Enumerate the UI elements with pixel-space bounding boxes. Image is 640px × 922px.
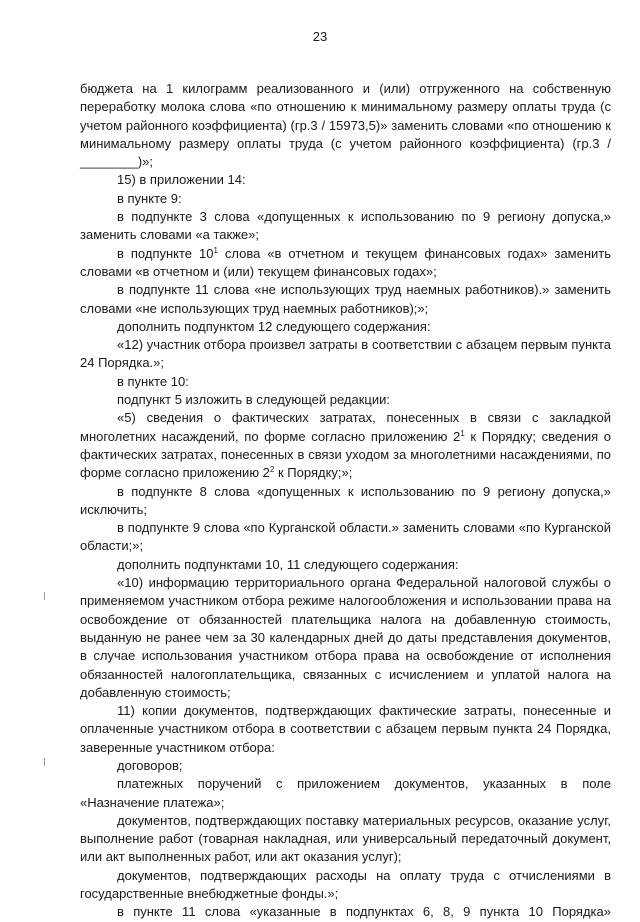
paragraph [80, 245, 611, 282]
paragraph-text: слова «в отчетном и текущем финансовых годах» заменить словами «в отчетном и (или) текущем финансовых годах»; [80, 245, 612, 279]
paragraph-text: к Порядку; сведения о фактических затратах, понесенных в связи уходом за многолетними насаждениями, по форме согласно приложению 2 [80, 428, 612, 481]
paragraph: «10) информацию территориального органа Федеральной налоговой службы о применяемом участником отбора режиме налогообложения и использовании права на освобождение от обязанностей плательщика налога на добавленную стоимость, выданную не ранее чем за 30 календарных дней до даты представления документов, в случае использования участником отбора права на освобождение от исполнения обязанностей налогоплательщика, связанных с исчислением и уплатой налога на добавленную стоимость; [80, 575, 611, 700]
page-number: 23 [312, 29, 328, 44]
paragraph: «12) участник отбора произвел затраты в соответствии с абзацем первым пункта 24 Порядка.»; [80, 337, 611, 371]
scan-margin-mark [44, 758, 45, 766]
paragraph: бюджета на 1 килограмм реализованного и (или) отгруженного на собственную переработку молока слова «по отношению к минимальному размеру оплаты труда (с учетом районного коэффициента) (гр.3 / 15973,5)» заменить словами «по отношению к минимальному размеру оплаты труда (с учетом районного коэффициента) (гр.3 / ________)»; [80, 81, 611, 170]
paragraph: в пункте 9: [117, 190, 182, 206]
paragraph: документов, подтверждающих расходы на оплату труда с отчислениями в государственные внебюджетные фонды.»; [80, 867, 611, 902]
paragraph: в пункте 10: [117, 373, 189, 389]
paragraph: в пункте 11 слова «указанные в подпунктах 6, 8, 9 пункта 10 Порядка» [117, 904, 611, 920]
paragraph: 11) копии документов, подтверждающих фактические затраты, понесенные и оплаченные участником отбора в соответствии с абзацем первым пункта 24 Порядка, заверенные участником отбора: [80, 703, 611, 755]
paragraph: 15) в приложении 14: [117, 172, 246, 188]
paragraph-text: к Порядку;»; [274, 465, 353, 481]
paragraph: документов, подтверждающих поставку материальных ресурсов, оказание услуг, выполнение работ (товарная накладная, или универсальный передаточный документ, или акт выполненных работ, или акт оказания услуг); [80, 812, 611, 865]
paragraph: в подпункте 3 слова «допущенных к использованию по 9 региону допуска,» заменить словами «а также»; [80, 209, 611, 243]
superscript: 1 [213, 245, 218, 255]
paragraph: дополнить подпунктами 10, 11 следующего содержания: [117, 556, 459, 572]
paragraph: дополнить подпунктом 12 следующего содержания: [117, 318, 431, 334]
scan-margin-mark [44, 592, 45, 600]
paragraph-text: в подпункте 10 [117, 245, 214, 261]
paragraph: платежных поручений с приложением документов, указанных в поле «Назначение платежа»; [80, 776, 611, 810]
document-body [80, 80, 611, 922]
paragraph: в подпункте 8 слова «допущенных к использованию по 9 региону допуска,» исключить; [80, 483, 611, 517]
paragraph [80, 409, 611, 482]
paragraph-text: «5) сведения о фактических затратах, понесенных в связи с закладкой многолетних насаждений, по форме согласно приложению 2 [80, 410, 611, 444]
paragraph: договоров; [117, 757, 183, 773]
paragraph: в подпункте 11 слова «не использующих труд наемных работников).» заменить словами «не использующих труд наемных работников);»; [80, 282, 611, 316]
paragraph: подпункт 5 изложить в следующей редакции: [117, 392, 391, 408]
superscript: 1 [460, 428, 465, 438]
paragraph: в подпункте 9 слова «по Курганской области.» заменить словами «по Курганской области;»; [80, 520, 611, 554]
superscript: 2 [269, 465, 275, 475]
